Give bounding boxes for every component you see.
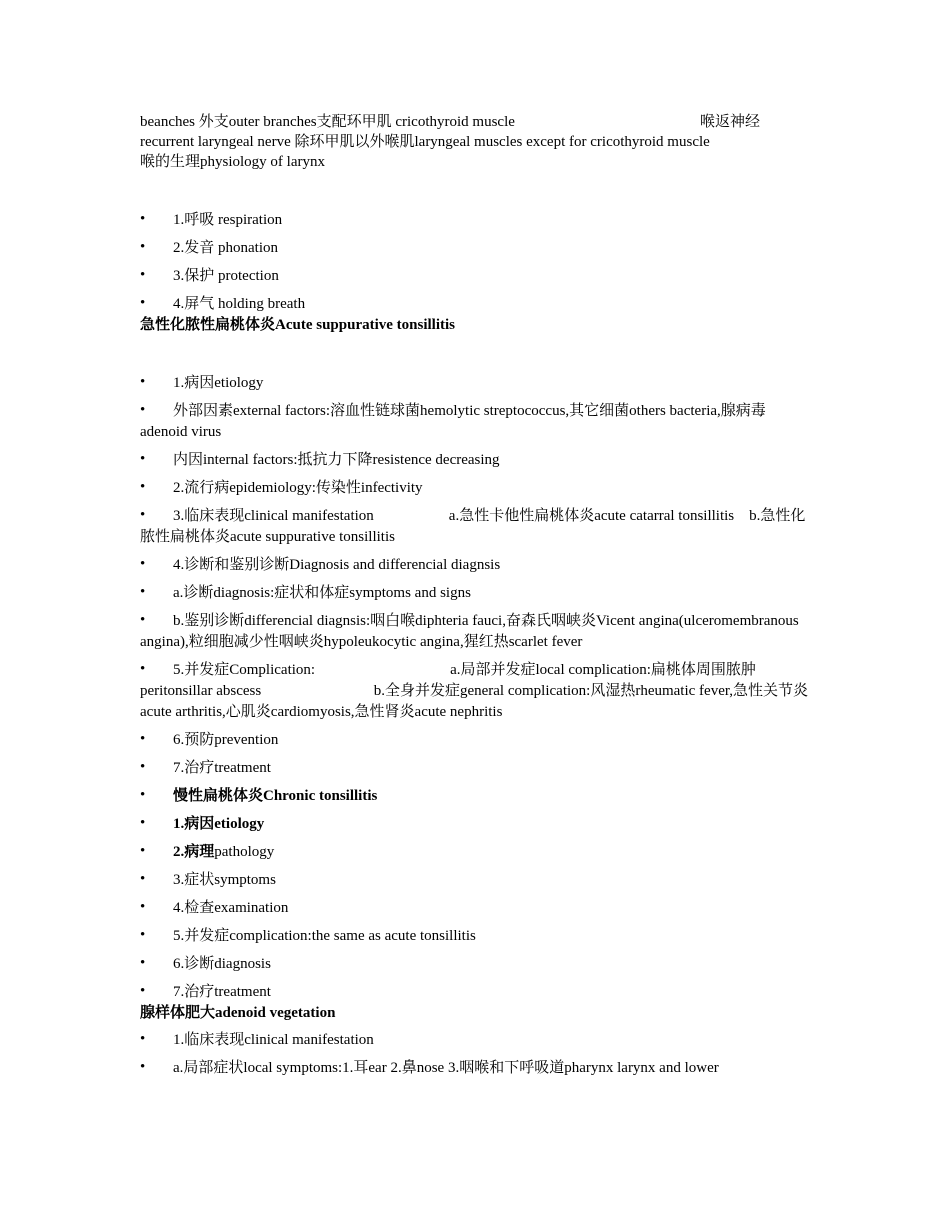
list-item: • 7.治疗treatment bbox=[140, 983, 271, 1000]
bullet-icon: • bbox=[140, 815, 146, 831]
bullet-icon: • bbox=[140, 584, 146, 600]
list-item: • 4.诊断和鉴别诊断Diagnosis and differencial diagnsis bbox=[140, 556, 501, 573]
list-item: • 4.屏气 holding breath bbox=[140, 295, 306, 312]
list-item: • 2.发音 phonation bbox=[140, 239, 278, 256]
list-item: • 5.并发症complication:the same as acute tonsillitis bbox=[140, 927, 476, 944]
bullet-icon: • bbox=[140, 899, 146, 915]
bullet-icon: • bbox=[140, 1059, 146, 1075]
acute-list bbox=[140, 373, 810, 1003]
bullet-icon: • bbox=[140, 211, 146, 227]
bullet-icon: • bbox=[140, 661, 146, 677]
bullet-icon: • bbox=[140, 759, 146, 775]
document-page bbox=[140, 112, 810, 1086]
bullet-icon: • bbox=[140, 787, 146, 803]
bullet-icon: • bbox=[140, 402, 146, 418]
bullet-icon: • bbox=[140, 731, 146, 747]
intro-line-3: 喉的生理physiology of larynx bbox=[140, 154, 325, 170]
bullet-icon: • bbox=[140, 507, 146, 523]
section-heading-adenoid: 腺样体肥大adenoid vegetation bbox=[140, 1005, 336, 1021]
bullet-icon: • bbox=[140, 451, 146, 467]
list-item: • a.诊断diagnosis:症状和体症symptoms and signs bbox=[140, 584, 471, 601]
list-item: • 1.临床表现clinical manifestation bbox=[140, 1031, 374, 1048]
intro-line-1 bbox=[140, 112, 810, 132]
bullet-icon: • bbox=[140, 871, 146, 887]
list-item bbox=[140, 786, 810, 807]
bullet-icon: • bbox=[140, 843, 146, 859]
bullet-icon: • bbox=[140, 295, 146, 311]
list-item: • 4.检查examination bbox=[140, 899, 289, 916]
bullet-icon: • bbox=[140, 983, 146, 999]
intro-line-1-left: beanches 外支outer branches支配环甲肌 cricothyroid muscle bbox=[140, 114, 515, 130]
list-item: • 7.治疗treatment bbox=[140, 759, 271, 776]
list-item: • 2.病理pathology bbox=[140, 843, 275, 860]
bullet-icon: • bbox=[140, 239, 146, 255]
list-item: • 1.呼吸 respiration bbox=[140, 211, 283, 228]
list-item: • 3.症状symptoms bbox=[140, 871, 276, 888]
list-item: • 6.诊断diagnosis bbox=[140, 955, 271, 972]
bullet-icon: • bbox=[140, 267, 146, 283]
list-item: • 6.预防prevention bbox=[140, 731, 279, 748]
list-item: • 1.病因etiology bbox=[140, 815, 265, 832]
bullet-icon: • bbox=[140, 374, 146, 390]
bullet-icon: • bbox=[140, 612, 146, 628]
physiology-list bbox=[140, 210, 810, 315]
intro-line-1-right: 喉返神经 bbox=[699, 114, 760, 130]
intro-line-2: recurrent laryngeal nerve 除环甲肌以外喉肌laryngeal muscles except for cricothyroid muscle bbox=[140, 134, 710, 150]
list-item: • 内因internal factors:抵抗力下降resistence decreasing bbox=[140, 451, 500, 468]
section-heading-chronic: 慢性扁桃体炎Chronic tonsillitis bbox=[173, 788, 378, 804]
list-item: • 外部因素external factors:溶血性链球菌hemolytic streptococcus,其它细菌others bacteria,腺病毒adenoid virus bbox=[140, 402, 766, 440]
bullet-icon: • bbox=[140, 955, 146, 971]
list-item: • 3.保护 protection bbox=[140, 267, 279, 284]
section-heading-acute: 急性化脓性扁桃体炎Acute suppurative tonsillitis bbox=[140, 317, 456, 333]
list-item: • a.局部症状local symptoms:1.耳ear 2.鼻nose 3.咽喉和下呼吸道pharynx larynx and lower bbox=[140, 1059, 719, 1076]
bullet-icon: • bbox=[140, 479, 146, 495]
adenoid-list bbox=[140, 1030, 810, 1079]
list-item: • b.鉴别诊断differencial diagnsis:咽白喉diphteria fauci,奋森氏咽峡炎Vicent angina(ulceromembranous angina),粒细胞减少性咽峡炎hypoleukocytic angina,猩红热scarlet fever bbox=[140, 612, 799, 650]
bullet-icon: • bbox=[140, 1031, 146, 1047]
list-item: • 1.病因etiology bbox=[140, 374, 264, 391]
bullet-icon: • bbox=[140, 556, 146, 572]
list-item: • 3.临床表现clinical manifestation a.急性卡他性扁桃体炎acute catarral tonsillitis b.急性化脓性扁桃体炎acute suppurative tonsillitis bbox=[140, 507, 806, 545]
list-item: • 2.流行病epidemiology:传染性infectivity bbox=[140, 479, 423, 496]
bullet-icon: • bbox=[140, 927, 146, 943]
list-item: • 5.并发症Complication: a.局部并发症local complication:扁桃体周围脓肿peritonsillar abscess b.全身并发症general complication:风湿热rheumatic fever,急性关节炎acute arthritis,心肌炎cardiomyosis,急性肾炎acute nephritis bbox=[140, 661, 809, 720]
